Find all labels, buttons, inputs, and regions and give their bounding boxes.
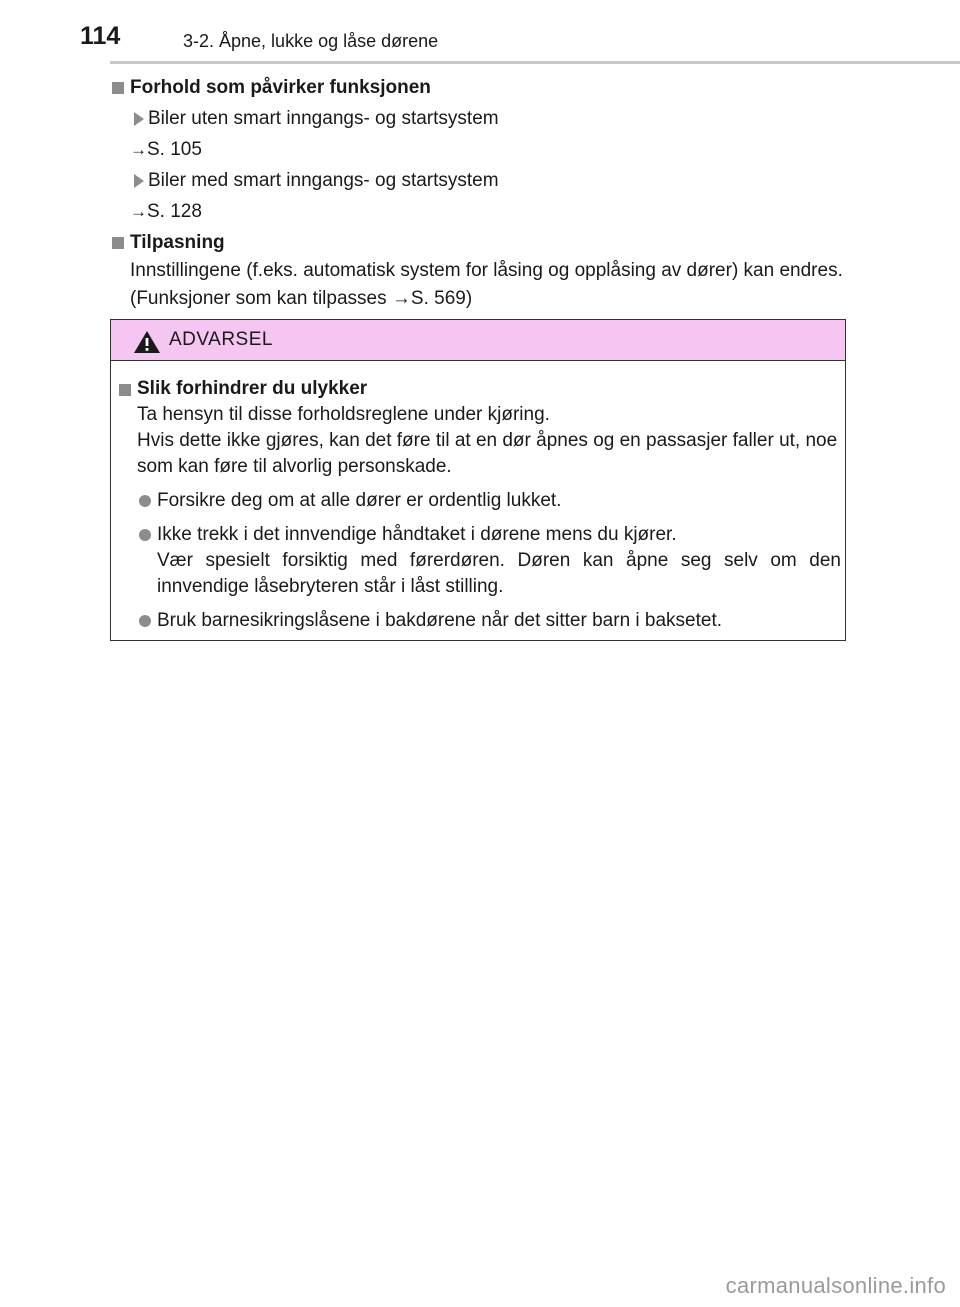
- section-title: Tilpasning: [130, 232, 225, 253]
- chapter-title: 3-2. Åpne, lukke og låse dørene: [183, 31, 439, 51]
- list-item: [112, 167, 852, 195]
- warning-line: Ta hensyn til disse forholdsreglene under kjøring.: [137, 404, 550, 425]
- page-reference-text[interactable]: S. 569): [410, 288, 473, 309]
- header-divider: [110, 61, 960, 64]
- watermark: carmanualsonline.info: [725, 1273, 946, 1298]
- section-title: Forhold som påvirker funksjonen: [130, 77, 431, 98]
- square-bullet-icon: [112, 237, 124, 249]
- page-reference-text: S. 128: [147, 201, 202, 222]
- arrow-icon: →: [130, 140, 147, 159]
- customization-paragraph: Innstillingene (f.eks. automatisk system for låsing og opplåsing av dører) kan endres. (Funksjoner som kan tilpasses →S. 569): [130, 260, 843, 309]
- warning-title: ADVARSEL: [169, 329, 273, 350]
- main-content: [112, 74, 852, 313]
- square-bullet-icon: [119, 384, 131, 396]
- page-reference-text: S. 105: [147, 139, 202, 160]
- warning-body: [119, 376, 841, 634]
- page-header: [0, 0, 960, 64]
- page-reference[interactable]: [112, 136, 852, 164]
- triangle-bullet-icon: [134, 174, 144, 188]
- warning-heading: Slik forhindrer du ulykker: [119, 376, 841, 402]
- warning-box: [110, 319, 846, 641]
- triangle-bullet-icon: [134, 112, 144, 126]
- square-bullet-icon: [112, 82, 124, 94]
- warning-line: Hvis dette ikke gjøres, kan det føre til at en dør åpnes og en passasjer faller ut, noe som kan føre til alvorlig personskade.: [137, 430, 838, 477]
- page-number: 114: [80, 22, 121, 50]
- round-bullet-icon: [139, 495, 151, 507]
- arrow-icon: →: [130, 202, 147, 221]
- warning-bullet: Bruk barnesikringslåsene i bakdørene når det sitter barn i baksetet.: [119, 608, 841, 634]
- list-item-label: Biler med smart inngangs- og startsystem: [148, 170, 499, 191]
- warning-triangle-icon: [133, 330, 161, 354]
- list-item: [112, 105, 852, 133]
- page-reference[interactable]: [112, 198, 852, 226]
- warning-bullet: Ikke trekk i det innvendige håndtaket i dørene mens du kjører. Vær spesielt forsiktig med førerdøren. Døren kan åpne seg selv om den innvendige låsebryteren står i låst stilling.: [119, 522, 841, 600]
- arrow-icon: →: [391, 288, 411, 309]
- section-heading-conditions: [112, 74, 852, 102]
- round-bullet-icon: [139, 615, 151, 627]
- section-heading-customization: [112, 229, 852, 257]
- warning-header: [111, 320, 845, 361]
- warning-bullet: Forsikre deg om at alle dører er ordentlig lukket.: [119, 488, 841, 514]
- round-bullet-icon: [139, 529, 151, 541]
- list-item-label: Biler uten smart inngangs- og startsystem: [148, 108, 499, 129]
